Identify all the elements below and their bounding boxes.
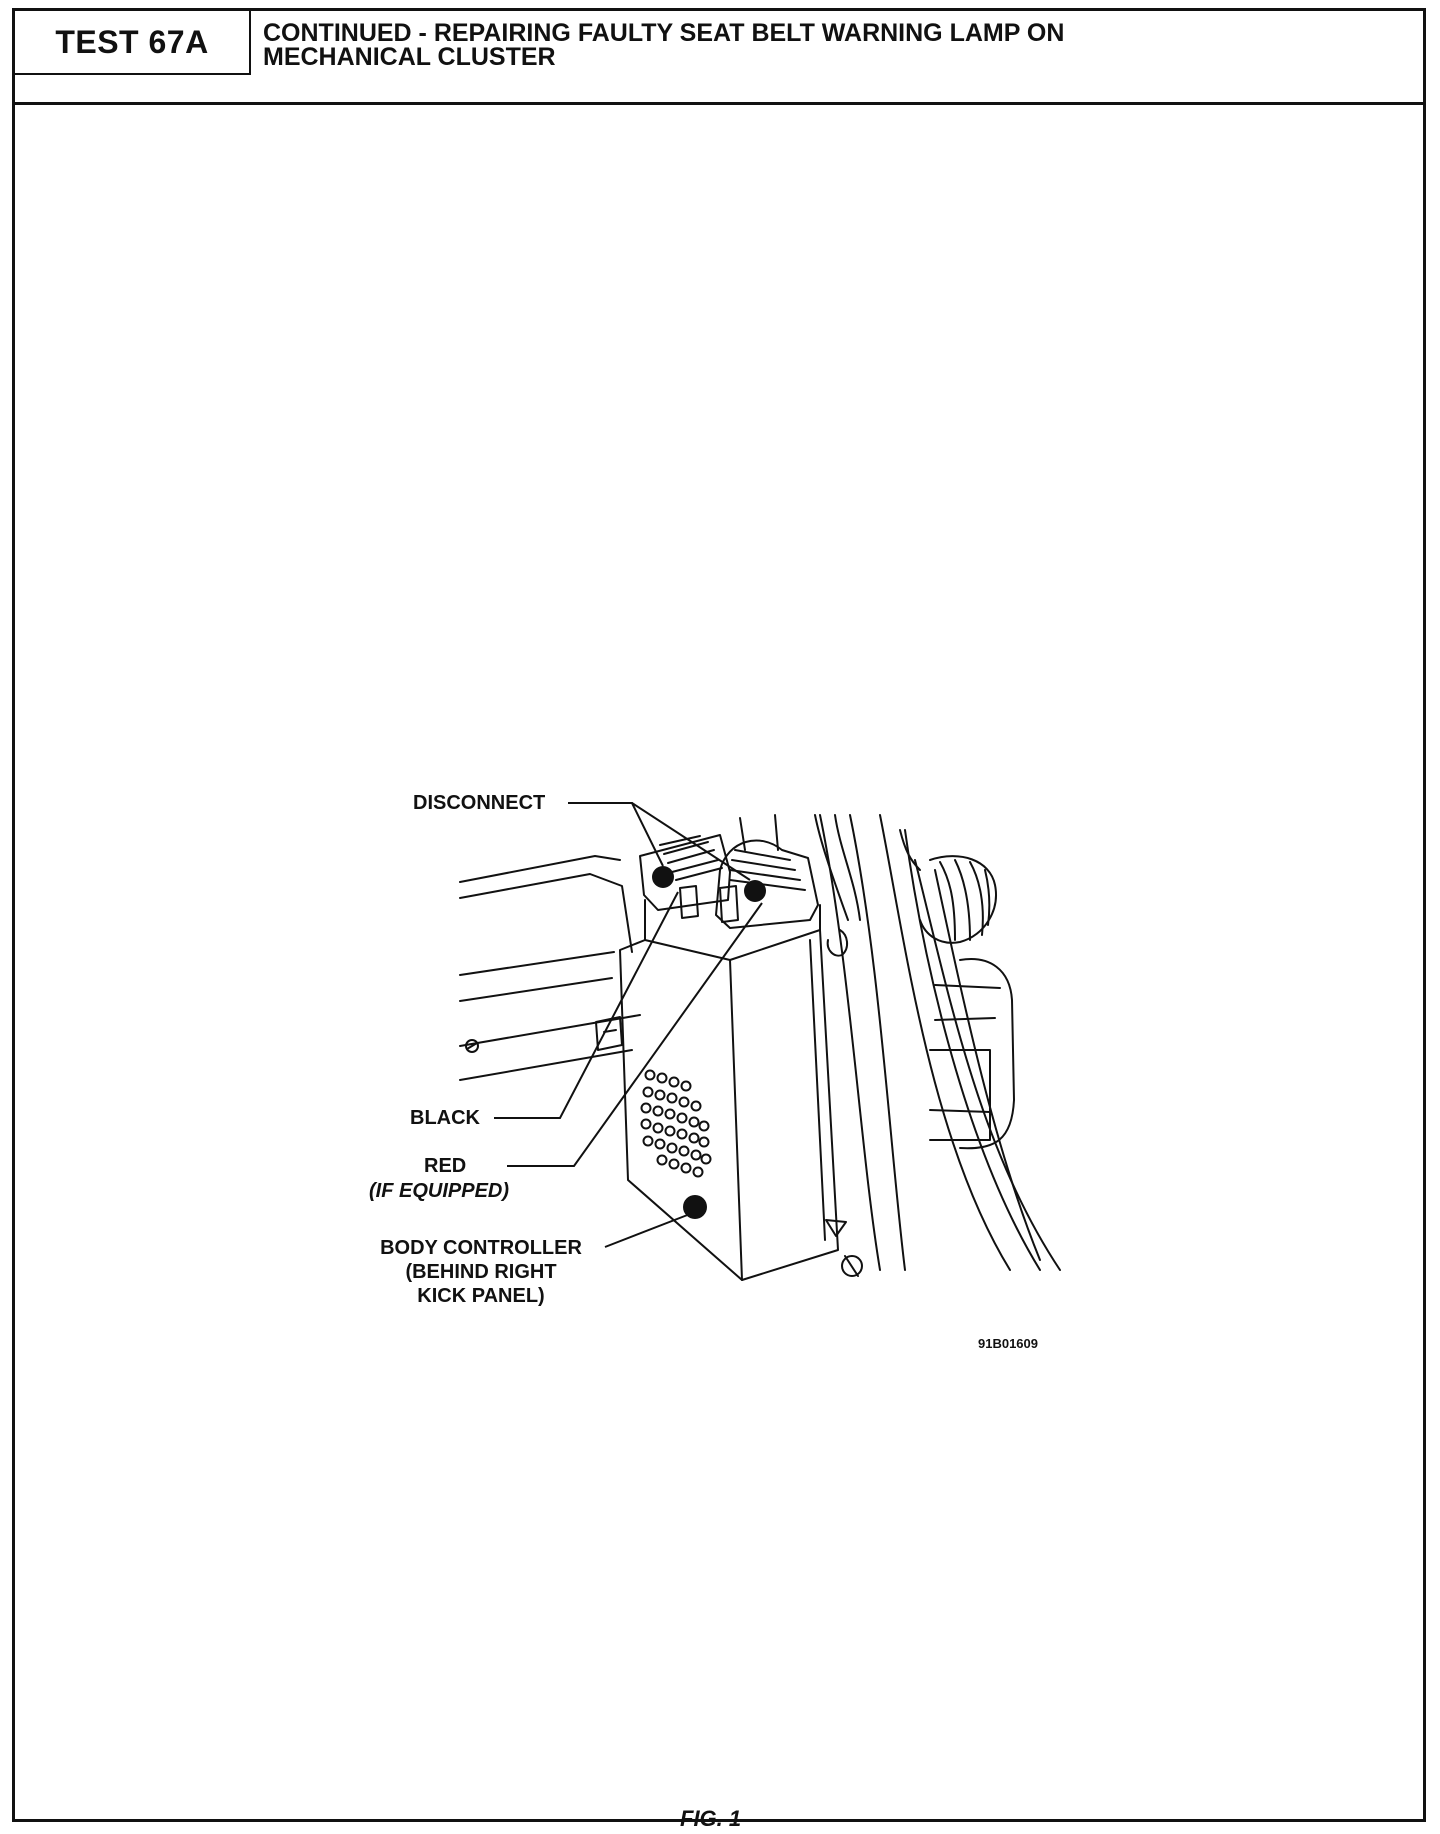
vent-hole [670,1160,679,1169]
disconnect-leader [632,803,750,880]
drawing-id: 91B01609 [978,1336,1038,1351]
vent-hole [690,1134,699,1143]
vent-hole [654,1107,663,1116]
body-controller-leader [605,1214,690,1247]
body-controller-label [366,1236,596,1308]
vent-hole [678,1114,687,1123]
vent-hole [642,1104,651,1113]
vent-hole [678,1130,687,1139]
vent-hole [700,1138,709,1147]
red-leader [507,903,762,1166]
module-left [620,940,742,1280]
disconnect-leader [568,803,663,866]
vent-hole [690,1118,699,1127]
vent-hole [682,1164,691,1173]
body-controller-title: BODY CONTROLLER [380,1237,582,1259]
vent-hole [702,1155,711,1164]
disconnect-dot-red [744,880,766,902]
vent-hole [682,1082,691,1091]
kick-panel-curve [820,815,880,1270]
kick-panel-curve [935,870,1040,1260]
kick-panel-curve [850,815,905,1270]
vent-hole [656,1140,665,1149]
vent-hole [666,1110,675,1119]
vent-hole [642,1120,651,1129]
vent-hole [658,1156,667,1165]
body-controller-location-1: (BEHIND RIGHT [405,1261,557,1283]
wire [835,815,860,920]
red-wire-label: RED [424,1155,467,1177]
vent-hole [680,1098,689,1107]
vent-hole [654,1124,663,1133]
vent-hole [692,1151,701,1160]
disconnect-label: DISCONNECT [413,792,546,814]
dash-panel-line [460,1050,632,1080]
black-leader [494,892,678,1118]
vent-hole [692,1102,701,1111]
vent-hole [646,1071,655,1080]
disconnect-dot-black [652,866,674,888]
vent-hole [666,1127,675,1136]
vent-hole [644,1137,653,1146]
module-front [730,960,742,1280]
vent-hole [658,1074,667,1083]
mount-tab [828,930,847,956]
vent-hole [644,1088,653,1097]
dash-panel-line [460,952,614,975]
test-number: TEST 67A [55,23,209,60]
vent-hole [668,1094,677,1103]
small-bracket [596,1017,622,1050]
vent-hole [656,1091,665,1100]
connector-latch [680,886,698,918]
vent-hole [694,1168,703,1177]
vent-hole [680,1147,689,1156]
wire [740,818,745,850]
dash-panel-line [460,874,632,952]
red-wire-note: (IF EQUIPPED) [369,1180,510,1202]
dash-panel-line [460,856,620,882]
kick-panel-curve [880,815,1010,1270]
body-controller-location-2: KICK PANEL) [417,1285,545,1307]
vent-hole [668,1144,677,1153]
black-wire-label: BLACK [410,1107,480,1129]
vent-hole [670,1078,679,1087]
dash-panel-line [460,978,612,1001]
vent-hole [700,1122,709,1131]
figure-caption: FIG. 1 [680,1806,742,1831]
page-title: CONTINUED - REPAIRING FAULTY SEAT BELT WARNING LAMP ON MECHANICAL CLUSTER [263,19,1065,71]
